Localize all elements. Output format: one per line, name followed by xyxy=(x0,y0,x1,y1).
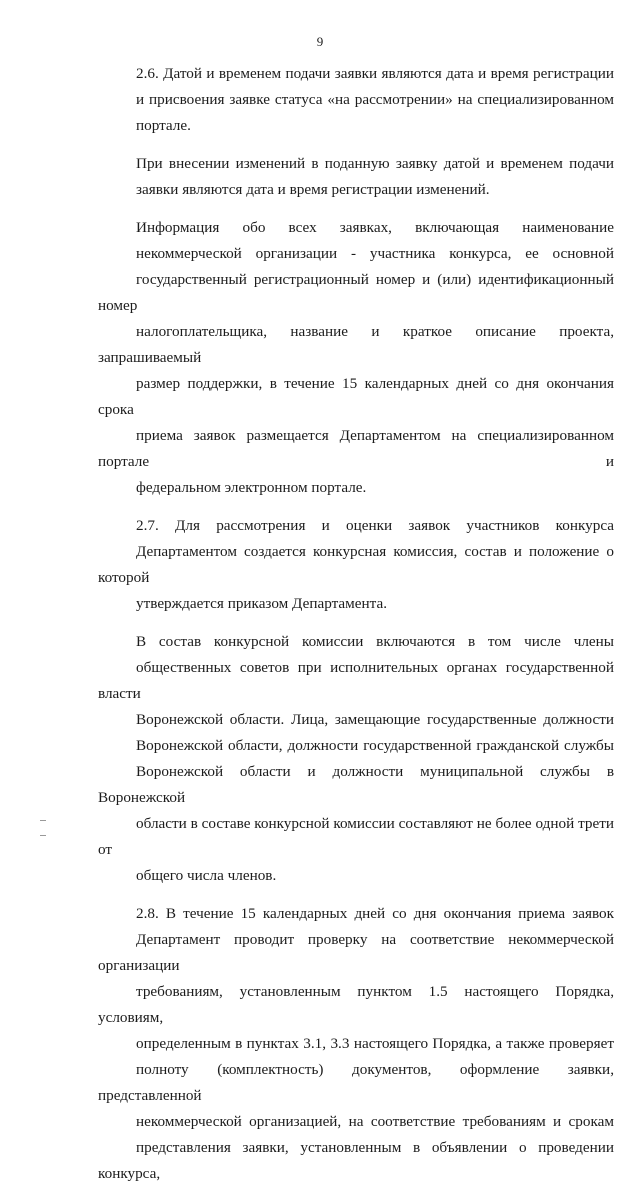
text-line: области в составе конкурсной комиссии составляют не более одной трети от xyxy=(98,815,614,858)
text-line: Информация обо всех заявках, включающая наименование xyxy=(136,219,614,236)
text-line: Воронежской области, должности государственной гражданской службы xyxy=(136,737,614,754)
text-line: портале. xyxy=(136,117,191,134)
text-line: и присвоения заявке статуса «на рассмотрении» на специализированном xyxy=(136,91,614,108)
scan-mark xyxy=(40,835,46,836)
text-line: Департаментом создается конкурсная комиссия, состав и положение о которой xyxy=(98,543,614,586)
text-line: представления заявки, установленным в объявлении о проведении конкурса, xyxy=(98,1139,614,1182)
text-line: 2.7. Для рассмотрения и оценки заявок участников конкурса xyxy=(136,517,614,534)
text-line: некоммерческой организации - участника конкурса, ее основной xyxy=(136,245,614,262)
text-line: утверждается приказом Департамента. xyxy=(136,595,388,612)
text-line: требованиям, установленным пунктом 1.5 настоящего Порядка, условиям, xyxy=(98,983,614,1026)
paragraph-2-6 xyxy=(98,61,614,139)
text-line: налогоплательщика, название и краткое описание проекта, запрашиваемый xyxy=(98,323,614,366)
text-line: государственный регистрационный номер и (или) идентификационный номер xyxy=(98,271,614,314)
text-line: заявки являются дата и время регистрации изменений. xyxy=(136,181,490,198)
text-line: Департамент проводит проверку на соответствие некоммерческой организации xyxy=(98,931,614,974)
paragraph-information xyxy=(98,215,614,501)
text-line: Воронежской области и должности муниципальной службы в Воронежской xyxy=(98,763,614,806)
text-line: При внесении изменений в поданную заявку датой и временем подачи xyxy=(136,155,614,172)
text-line: определенным в пунктах 3.1, 3.3 настоящего Порядка, а также проверяет xyxy=(136,1035,614,1052)
page-number: 9 xyxy=(316,34,324,49)
paragraph-2-7 xyxy=(98,513,614,617)
text-line: 2.6. Датой и временем подачи заявки являются дата и время регистрации xyxy=(136,65,614,82)
text-line: полноту (комплектность) документов, оформление заявки, представленной xyxy=(98,1061,614,1104)
text-line: Воронежской области. Лица, замещающие государственные должности xyxy=(136,711,614,728)
paragraph-changes xyxy=(98,151,614,203)
text-line: 2.8. В течение 15 календарных дней со дня окончания приема заявок xyxy=(136,905,614,922)
text-line: общественных советов при исполнительных органах государственной власти xyxy=(98,659,614,702)
scan-margin-marks xyxy=(40,820,46,850)
text-line: приема заявок размещается Департаментом на специализированном портале и xyxy=(98,427,614,470)
text-line: В состав конкурсной комиссии включаются в том числе члены xyxy=(136,633,614,650)
text-line: общего числа членов. xyxy=(136,867,277,884)
scan-mark xyxy=(40,820,46,821)
paragraph-2-8 xyxy=(98,901,614,1187)
text-line: федеральном электронном портале. xyxy=(136,479,367,496)
document-body xyxy=(98,61,614,1187)
text-line: некоммерческой организацией, на соответствие требованиям и срокам xyxy=(136,1113,614,1130)
text-line: размер поддержки, в течение 15 календарных дней со дня окончания срока xyxy=(98,375,614,418)
paragraph-commission xyxy=(98,629,614,889)
